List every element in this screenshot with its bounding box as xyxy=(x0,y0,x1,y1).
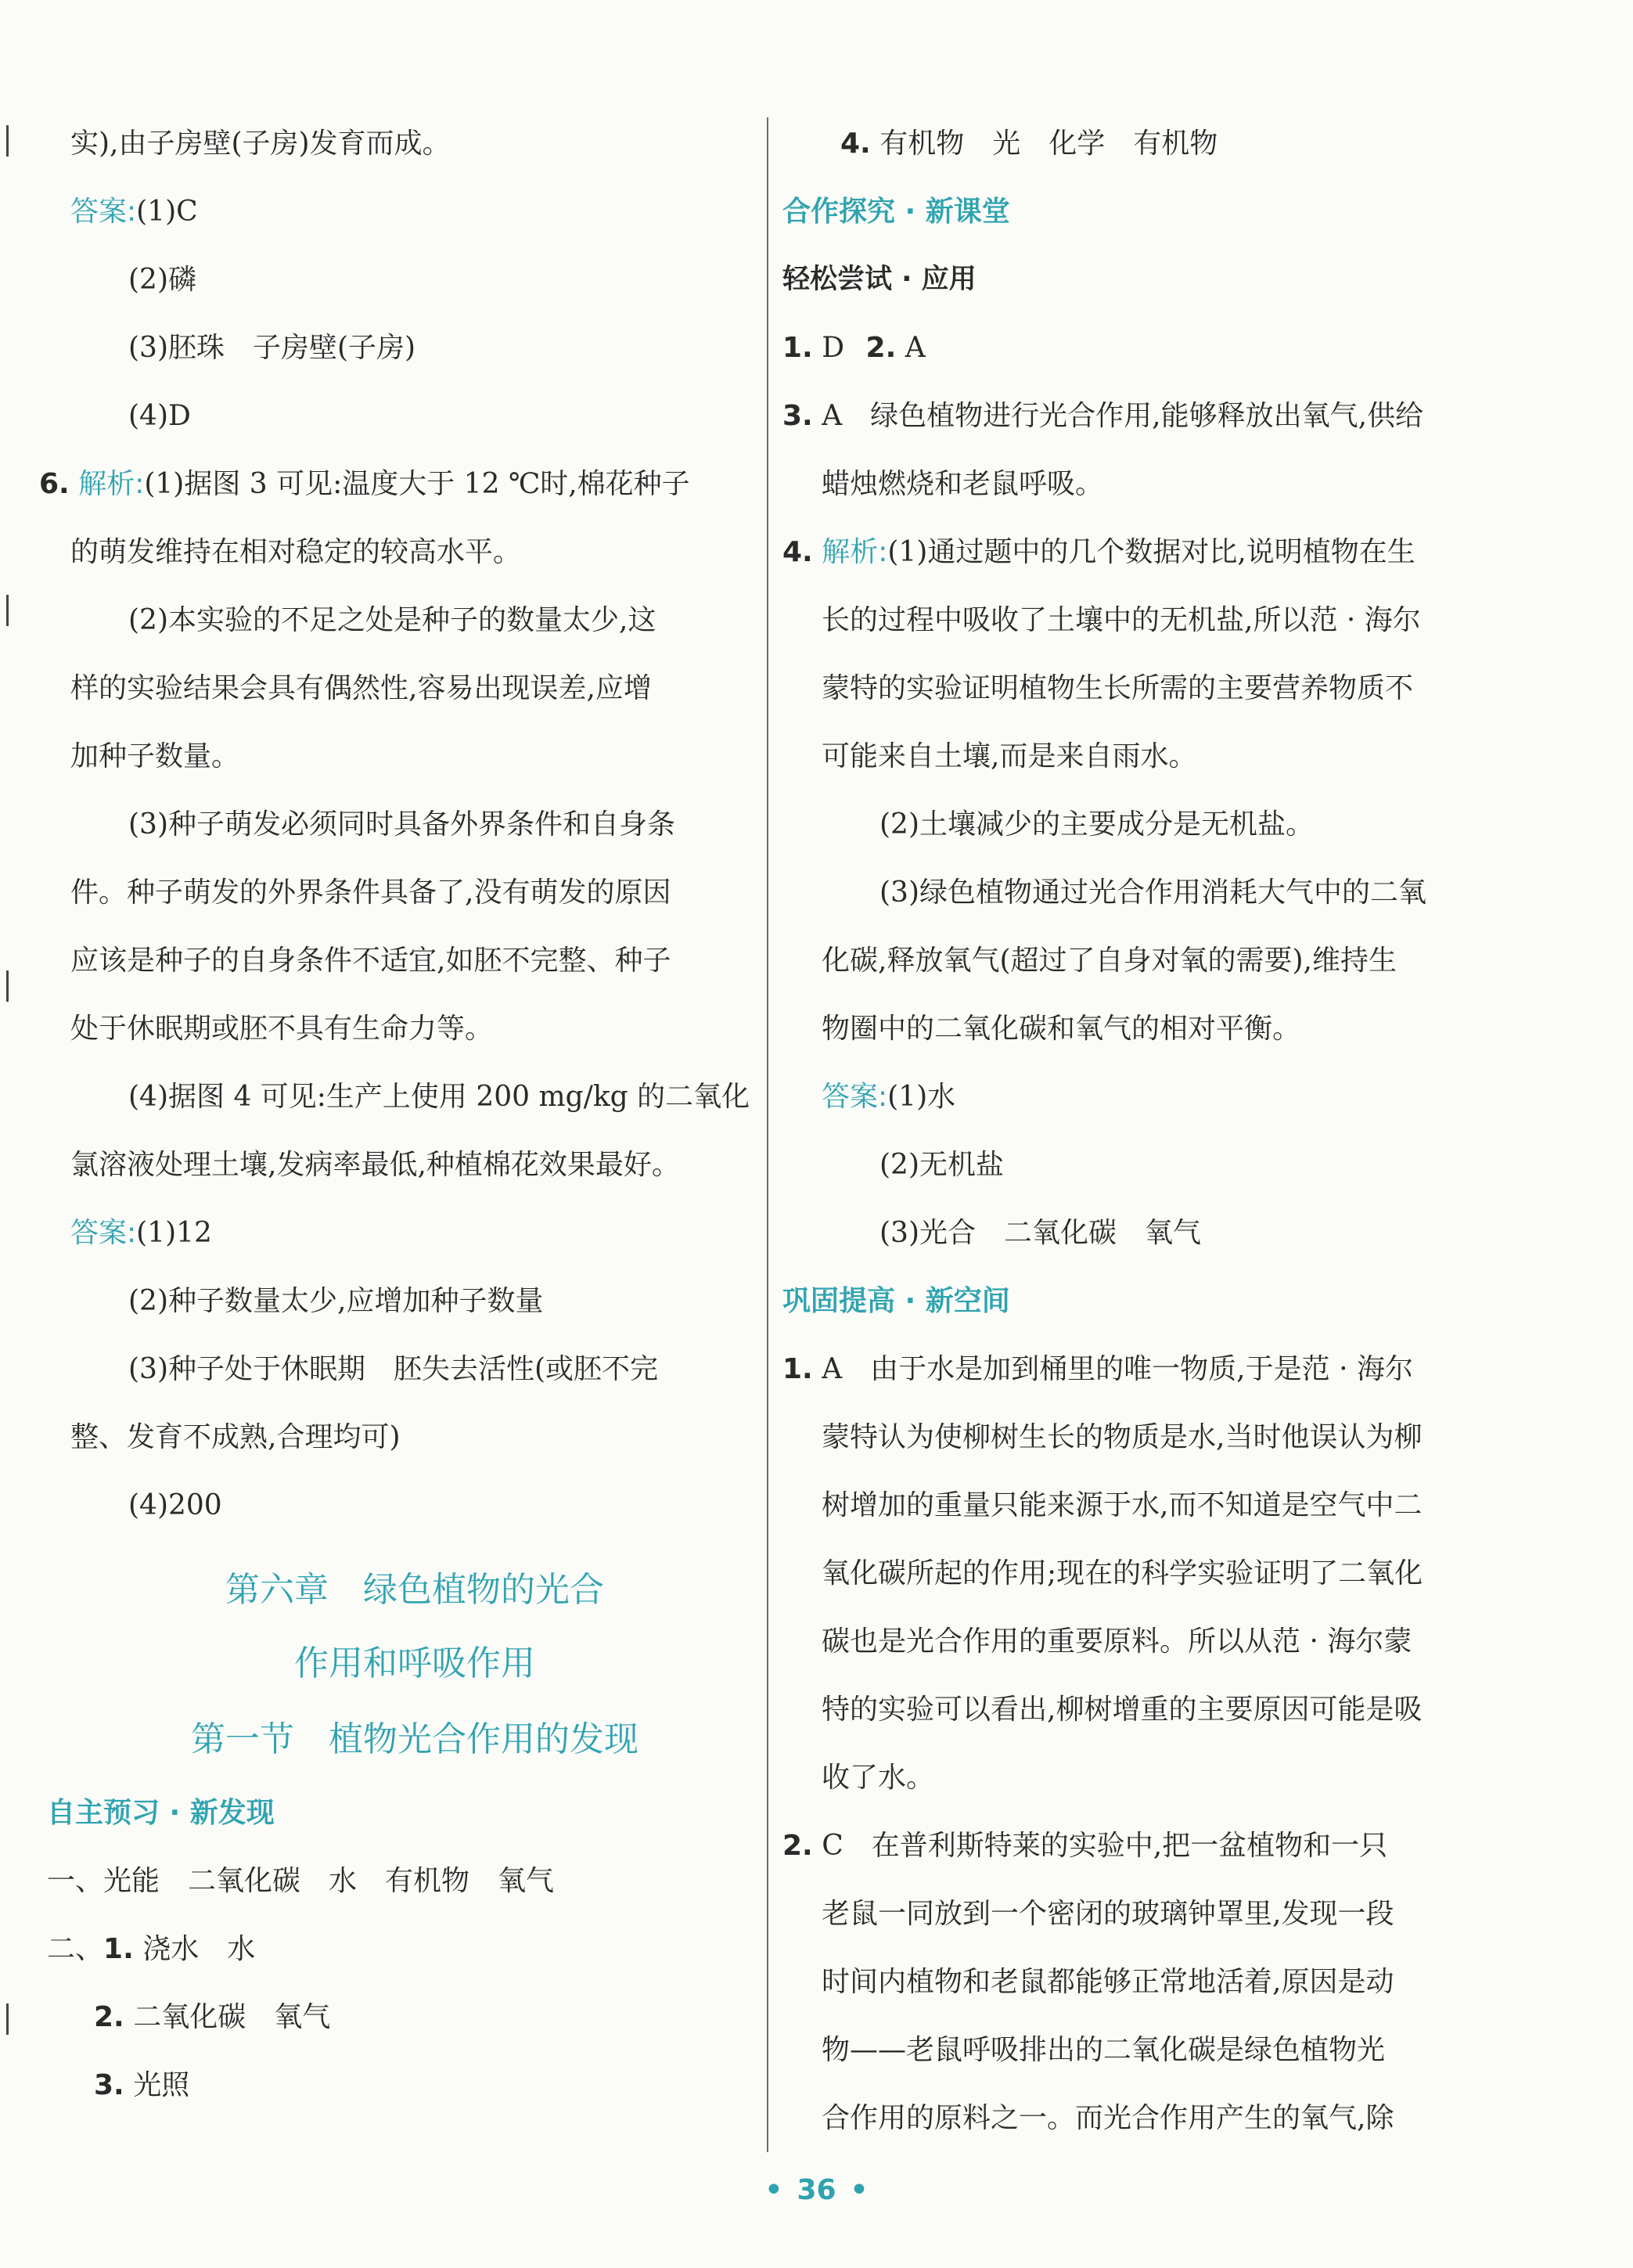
text-line: 树增加的重量只能来源于水,而不知道是空气中二 xyxy=(822,1489,1423,1521)
answer-line xyxy=(782,1335,1502,1403)
chapter-title-line2: 作用和呼吸作用 xyxy=(294,1643,535,1683)
text-line: 应该是种子的自身条件不适宜,如胚不完整、种子 xyxy=(70,945,671,977)
item-number: 4. xyxy=(840,128,871,160)
text-line: (4)据图 4 可见:生产上使用 200 mg/kg 的二氧化 xyxy=(128,1081,750,1113)
left-column xyxy=(39,110,759,2119)
answer-label: 答案: xyxy=(70,196,137,228)
binding-edge-mark xyxy=(6,2003,9,2035)
section-title: 第一节 植物光合作用的发现 xyxy=(191,1719,638,1759)
answer-item: (3)种子处于休眠期 胚失去活性(或胚不完 xyxy=(128,1353,659,1385)
item-number: 1. xyxy=(103,1933,134,1965)
text-line: 时间内植物和老鼠都能够正常地活着,原因是动 xyxy=(822,1966,1394,1998)
text-line: 蒙特认为使柳树生长的物质是水,当时他误认为柳 xyxy=(822,1421,1423,1453)
item-number: 2. xyxy=(782,1830,813,1862)
answer-item: (3)光合 二氧化碳 氧气 xyxy=(879,1217,1201,1249)
answer-item: (3)胚珠 子房壁(子房) xyxy=(128,332,416,364)
text-line: 物圈中的二氧化碳和氧气的相对平衡。 xyxy=(822,1013,1301,1045)
item-number: 4. xyxy=(782,536,813,568)
preview-item xyxy=(70,1983,759,2051)
text-line: (2)土壤减少的主要成分是无机盐。 xyxy=(879,808,1314,841)
question-number: 6. xyxy=(39,468,70,500)
text-line: (3)种子萌发必须同时具备外界条件和自身条 xyxy=(128,808,675,841)
text-line: 样的实验结果会具有偶然性,容易出现误差,应增 xyxy=(70,672,652,704)
text-line: 的萌发维持在相对稳定的较高水平。 xyxy=(70,536,522,568)
text-line: 老鼠一同放到一个密闭的玻璃钟罩里,发现一段 xyxy=(822,1898,1394,1930)
item-text: 浇水 水 xyxy=(142,1933,256,1965)
analysis-text: (1)通过题中的几个数据对比,说明植物在生 xyxy=(887,536,1415,568)
question-4-line xyxy=(782,518,1502,586)
text-line: 实),由子房壁(子房)发育而成。 xyxy=(70,128,451,160)
analysis-label: 解析: xyxy=(78,468,145,500)
text-line: 合作用的原料之一。而光合作用产生的氧气,除 xyxy=(822,2102,1394,2134)
analysis-label: 解析: xyxy=(822,536,888,568)
consolidate-heading: 巩固提高 · 新空间 xyxy=(782,1285,1010,1317)
answer-line xyxy=(782,1063,1502,1131)
text-line: 氯溶液处理土壤,发病率最低,种植棉花效果最好。 xyxy=(70,1149,680,1181)
answer-text: (1)12 xyxy=(136,1217,212,1249)
cooperative-heading: 合作探究 · 新课堂 xyxy=(782,196,1010,228)
text-line: 件。种子萌发的外界条件具备了,没有萌发的原因 xyxy=(70,877,671,909)
text-line: (3)绿色植物通过光合作用消耗大气中的二氧 xyxy=(879,877,1426,909)
item-number: 3. xyxy=(782,400,813,432)
binding-edge-mark xyxy=(6,595,9,626)
chapter-title: 第六章 绿色植物的光合 xyxy=(225,1570,604,1610)
page-dot: • xyxy=(850,2174,869,2206)
item-text: A 绿色植物进行光合作用,能够释放出氧气,供给 xyxy=(822,400,1424,432)
item-text: 二氧化碳 氧气 xyxy=(133,2001,331,2033)
page-number-text: 36 xyxy=(797,2174,836,2206)
item-number: 3. xyxy=(94,2069,124,2101)
answer-item: (4)D xyxy=(128,400,191,432)
item-number: 2. xyxy=(94,2001,124,2033)
text-line: 蒙特的实验证明植物生长所需的主要营养物质不 xyxy=(822,672,1414,704)
text-line: 蜡烛燃烧和老鼠呼吸。 xyxy=(822,468,1104,500)
text-line: 氧化碳所起的作用;现在的科学实验证明了二氧化 xyxy=(822,1557,1423,1589)
item-number: 1. xyxy=(782,332,813,364)
text-line: 特的实验可以看出,柳树增重的主要原因可能是吸 xyxy=(822,1694,1423,1726)
text-line: 化碳,释放氧气(超过了自身对氧的需要),维持生 xyxy=(822,945,1397,977)
answer-item: (2)无机盐 xyxy=(879,1149,1004,1181)
binding-edge-mark xyxy=(6,125,9,157)
item-text: A xyxy=(905,332,926,364)
answer-item: (2)种子数量太少,应增加种子数量 xyxy=(128,1285,544,1317)
answer-label: 答案: xyxy=(822,1081,888,1113)
preview-heading: 自主预习 · 新发现 xyxy=(47,1797,275,1829)
page-number xyxy=(0,2174,1633,2206)
answer-line xyxy=(782,314,1502,382)
preview-item: 一、光能 二氧化碳 水 有机物 氧气 xyxy=(47,1865,555,1897)
text-line: 可能来自土壤,而是来自雨水。 xyxy=(822,740,1197,772)
try-heading: 轻松尝试 · 应用 xyxy=(782,264,977,295)
item-text: D xyxy=(822,332,845,364)
text-line: 收了水。 xyxy=(822,1762,935,1794)
item-number: 2. xyxy=(865,332,897,364)
right-column xyxy=(782,110,1502,2152)
answer-label: 答案: xyxy=(70,1217,137,1249)
item-text: 有机物 光 化学 有机物 xyxy=(879,128,1218,160)
item-prefix: 二、 xyxy=(47,1933,104,1965)
preview-item xyxy=(70,2051,759,2119)
binding-edge-mark xyxy=(6,970,9,1002)
preview-item xyxy=(47,1915,759,1983)
item-text: 光照 xyxy=(133,2069,190,2101)
answer-text: (1)水 xyxy=(887,1081,956,1113)
text-line: 加种子数量。 xyxy=(70,740,240,772)
page-dot: • xyxy=(764,2174,783,2206)
text-line: 物——老鼠呼吸排出的二氧化碳是绿色植物光 xyxy=(822,2034,1386,2066)
answer-item: 整、发育不成熟,合理均可) xyxy=(70,1421,401,1453)
answer-line xyxy=(70,178,759,246)
answer-text: (1)C xyxy=(136,196,198,228)
item-number: 1. xyxy=(782,1353,813,1385)
answer-item: (2)磷 xyxy=(128,264,196,296)
answer-line xyxy=(782,1812,1502,1880)
text-line: 处于休眠期或胚不具有生命力等。 xyxy=(70,1013,494,1045)
analysis-text: (1)据图 3 可见:温度大于 12 ℃时,棉花种子 xyxy=(144,468,690,500)
answer-line xyxy=(782,382,1502,450)
item-text: A 由于水是加到桶里的唯一物质,于是范 · 海尔 xyxy=(822,1353,1413,1385)
question-6-line xyxy=(39,450,759,518)
text-line: (2)本实验的不足之处是种子的数量太少,这 xyxy=(128,604,656,636)
column-divider xyxy=(767,117,768,2152)
answer-item: (4)200 xyxy=(128,1489,222,1521)
text-line: 长的过程中吸收了土壤中的无机盐,所以范 · 海尔 xyxy=(822,604,1421,636)
item-text: C 在普利斯特莱的实验中,把一盆植物和一只 xyxy=(822,1830,1388,1862)
answer-item xyxy=(782,110,1502,178)
answer-line xyxy=(70,1199,759,1267)
text-line: 碳也是光合作用的重要原料。所以从范 · 海尔蒙 xyxy=(822,1625,1412,1658)
